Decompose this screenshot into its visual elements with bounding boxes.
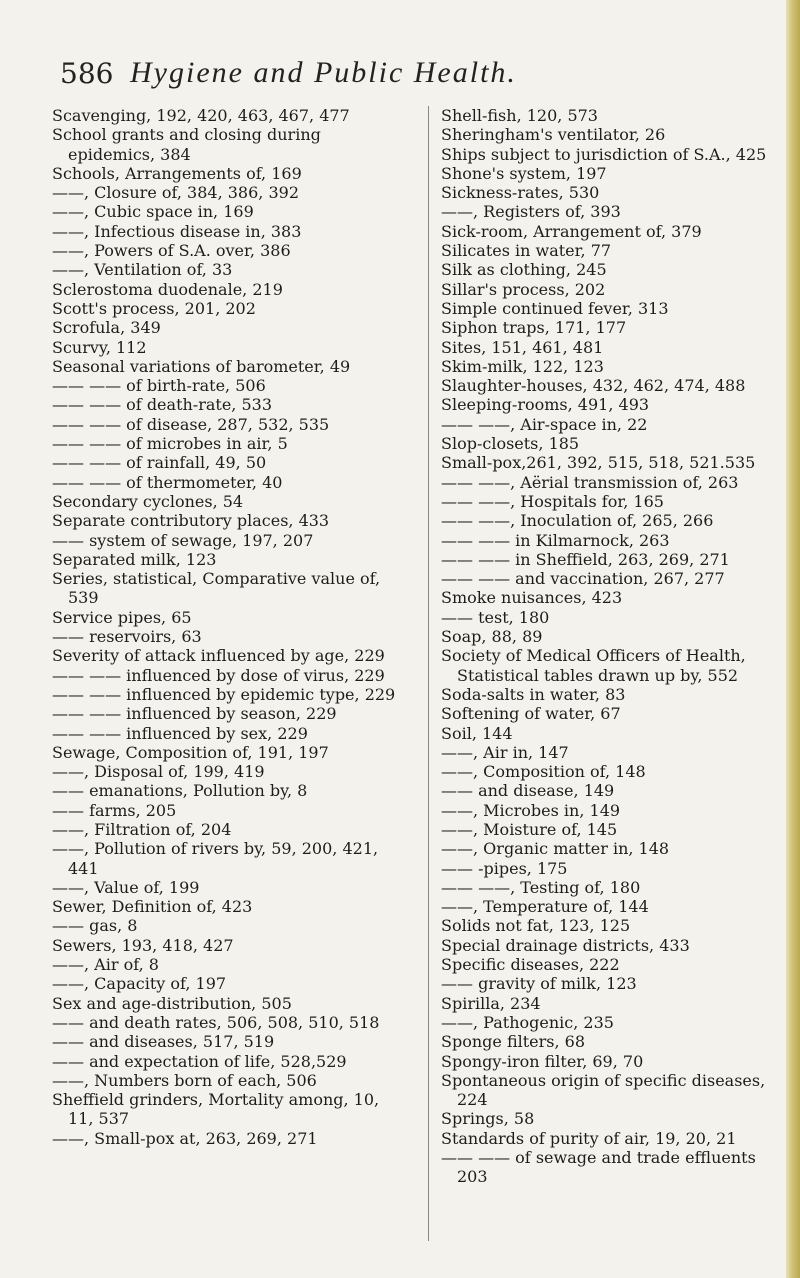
running-title: Hygiene and Public Health. xyxy=(130,56,517,89)
index-entry: —— —— of disease, 287, 532, 535 xyxy=(52,414,330,434)
index-entry: School grants and closing during epidemics, 384 xyxy=(52,125,321,164)
index-entry: Service pipes, 65 xyxy=(52,607,192,627)
index-entry: Soap, 88, 89 xyxy=(441,627,543,647)
index-entry: ——, Small-pox at, 263, 269, 271 xyxy=(52,1128,318,1148)
index-entry: Sleeping-rooms, 491, 493 xyxy=(441,395,650,415)
index-entry: —— —— of death-rate, 533 xyxy=(52,395,272,415)
index-entry: Sheffield grinders, Mortality among, 10, 11, 537 xyxy=(52,1090,380,1129)
index-column-left xyxy=(52,106,402,1148)
index-entry: ——, Value of, 199 xyxy=(52,877,200,897)
index-entry: Silicates in water, 77 xyxy=(441,241,612,261)
index-entry: Spirilla, 234 xyxy=(441,993,541,1013)
index-entry: Society of Medical Officers of Health, Statistical tables drawn up by, 552 xyxy=(441,646,746,685)
index-entry: ——, Capacity of, 197 xyxy=(52,974,227,994)
index-entry: ——, Moisture of, 145 xyxy=(441,819,618,839)
index-entry: —— ——, Hospitals for, 165 xyxy=(441,491,664,511)
index-entry: Soil, 144 xyxy=(441,723,513,743)
index-entry: Sheringham's ventilator, 26 xyxy=(441,125,666,145)
index-entry: —— —— influenced by sex, 229 xyxy=(52,723,308,743)
index-entry: Series, statistical, Comparative value of, 539 xyxy=(52,569,381,608)
index-entry: ——, Registers of, 393 xyxy=(441,202,621,222)
index-entry: ——, Cubic space in, 169 xyxy=(52,202,254,222)
index-entry: Springs, 58 xyxy=(441,1109,535,1129)
index-entry: Slaughter-houses, 432, 462, 474, 488 xyxy=(441,376,746,396)
page-header xyxy=(60,40,517,90)
index-entry: —— emanations, Pollution by, 8 xyxy=(52,781,308,801)
index-entry: Secondary cyclones, 54 xyxy=(52,491,244,511)
index-entry: Seasonal variations of barometer, 49 xyxy=(52,356,351,376)
index-entry: —— —— of rainfall, 49, 50 xyxy=(52,453,267,473)
index-entry: Scott's process, 201, 202 xyxy=(52,298,256,318)
index-entry: ——, Filtration of, 204 xyxy=(52,819,232,839)
index-entry: Scrofula, 349 xyxy=(52,318,161,338)
index-entry: ——, Closure of, 384, 386, 392 xyxy=(52,183,299,203)
index-entry: —— ——, Testing of, 180 xyxy=(441,877,641,897)
index-entry: Slop-closets, 185 xyxy=(441,434,580,454)
index-entry: Small-pox,261, 392, 515, 518, 521.535 xyxy=(441,453,756,473)
index-entry: Separate contributory places, 433 xyxy=(52,511,330,531)
page-edge xyxy=(786,0,800,1278)
index-entry: ——, Microbes in, 149 xyxy=(441,800,621,820)
index-entry: —— —— of thermometer, 40 xyxy=(52,472,283,492)
index-entry: —— and diseases, 517, 519 xyxy=(52,1032,275,1052)
index-entry: —— —— in Kilmarnock, 263 xyxy=(441,530,670,550)
index-entry: Standards of purity of air, 19, 20, 21 xyxy=(441,1128,737,1148)
index-entry: —— —— influenced by season, 229 xyxy=(52,704,337,724)
index-entry: ——, Numbers born of each, 506 xyxy=(52,1070,317,1090)
index-entry: —— gravity of milk, 123 xyxy=(441,974,637,994)
index-entry: —— and death rates, 506, 508, 510, 518 xyxy=(52,1012,380,1032)
index-entry: ——, Infectious disease in, 383 xyxy=(52,221,302,241)
index-entry: Scavenging, 192, 420, 463, 467, 477 xyxy=(52,106,350,125)
index-entry: Sillar's process, 202 xyxy=(441,279,606,299)
index-entry: —— and expectation of life, 528,529 xyxy=(52,1051,347,1071)
index-entry: —— —— of birth-rate, 506 xyxy=(52,376,266,396)
index-entry: Spongy-iron filter, 69, 70 xyxy=(441,1051,644,1071)
index-entry: Spontaneous origin of specific diseases, 224 xyxy=(441,1070,766,1110)
index-entry: —— and disease, 149 xyxy=(441,781,615,801)
index-entry: ——, Ventilation of, 33 xyxy=(52,260,233,280)
index-entry: Smoke nuisances, 423 xyxy=(441,588,623,608)
index-entry: Severity of attack influenced by age, 229 xyxy=(52,646,385,666)
index-entry: Sites, 151, 461, 481 xyxy=(441,337,604,357)
index-entry: Specific diseases, 222 xyxy=(441,955,620,975)
index-entry: ——, Disposal of, 199, 419 xyxy=(52,762,265,782)
index-entry: Siphon traps, 171, 177 xyxy=(441,318,627,338)
index-entry: Skim-milk, 122, 123 xyxy=(441,356,604,376)
index-entry: Softening of water, 67 xyxy=(441,704,621,724)
index-entry: ——, Air of, 8 xyxy=(52,955,159,975)
index-entry: ——, Pathogenic, 235 xyxy=(441,1012,614,1032)
index-column-right xyxy=(428,106,786,1241)
index-entry: Sewers, 193, 418, 427 xyxy=(52,935,234,955)
index-entry: Schools, Arrangements of, 169 xyxy=(52,163,302,183)
index-entry: Special drainage districts, 433 xyxy=(441,935,690,955)
index-entry: ——, Composition of, 148 xyxy=(441,762,646,782)
index-entry: Silk as clothing, 245 xyxy=(441,260,607,280)
index-entry: —— reservoirs, 63 xyxy=(52,627,202,647)
index-entry: —— —— and vaccination, 267, 277 xyxy=(441,569,725,589)
index-entry: —— gas, 8 xyxy=(52,916,138,936)
index-entry: Sick-room, Arrangement of, 379 xyxy=(441,221,702,241)
index-entry: Soda-salts in water, 83 xyxy=(441,684,626,704)
index-entry: —— —— influenced by dose of virus, 229 xyxy=(52,665,385,685)
index-entry: Sponge filters, 68 xyxy=(441,1032,586,1052)
index-entry: Sex and age-distribution, 505 xyxy=(52,993,292,1013)
index-entry: ——, Powers of S.A. over, 386 xyxy=(52,241,291,261)
index-entry: Simple continued fever, 313 xyxy=(441,298,669,318)
index-entry: ——, Pollution of rivers by, 59, 200, 421, 441 xyxy=(52,839,379,878)
index-entry: —— -pipes, 175 xyxy=(441,858,568,878)
index-entry: Sclerostoma duodenale, 219 xyxy=(52,279,283,299)
index-entry: Sewage, Composition of, 191, 197 xyxy=(52,742,329,762)
index-entry: ——, Organic matter in, 148 xyxy=(441,839,670,859)
index-entry: ——, Temperature of, 144 xyxy=(441,897,649,917)
index-entry: Shell-fish, 120, 573 xyxy=(441,106,598,125)
index-entry: —— system of sewage, 197, 207 xyxy=(52,530,314,550)
index-entry: Ships subject to jurisdiction of S.A., 425 xyxy=(441,144,767,164)
index-entry: —— farms, 205 xyxy=(52,800,177,820)
index-entry: —— ——, Inoculation of, 265, 266 xyxy=(441,511,714,531)
index-entry: Separated milk, 123 xyxy=(52,549,217,569)
index-entry: Solids not fat, 123, 125 xyxy=(441,916,631,936)
index-entry: —— ——, Air-space in, 22 xyxy=(441,414,648,434)
index-entry: Sewer, Definition of, 423 xyxy=(52,897,253,917)
index-entry: —— —— in Sheffield, 263, 269, 271 xyxy=(441,549,730,569)
index-entry: ——, Air in, 147 xyxy=(441,742,569,762)
index-entry: Scurvy, 112 xyxy=(52,337,147,357)
index-entry: —— ——, Aërial transmission of, 263 xyxy=(441,472,739,492)
index-entry: —— —— influenced by epidemic type, 229 xyxy=(52,684,396,704)
page-number: 586 xyxy=(60,57,114,90)
index-entry: —— —— of sewage and trade effluents 203 xyxy=(441,1148,756,1187)
index-entry: Shone's system, 197 xyxy=(441,163,607,183)
index-entry: —— test, 180 xyxy=(441,607,550,627)
index-entry: —— —— of microbes in air, 5 xyxy=(52,434,288,454)
index-entry: Sickness-rates, 530 xyxy=(441,183,600,203)
